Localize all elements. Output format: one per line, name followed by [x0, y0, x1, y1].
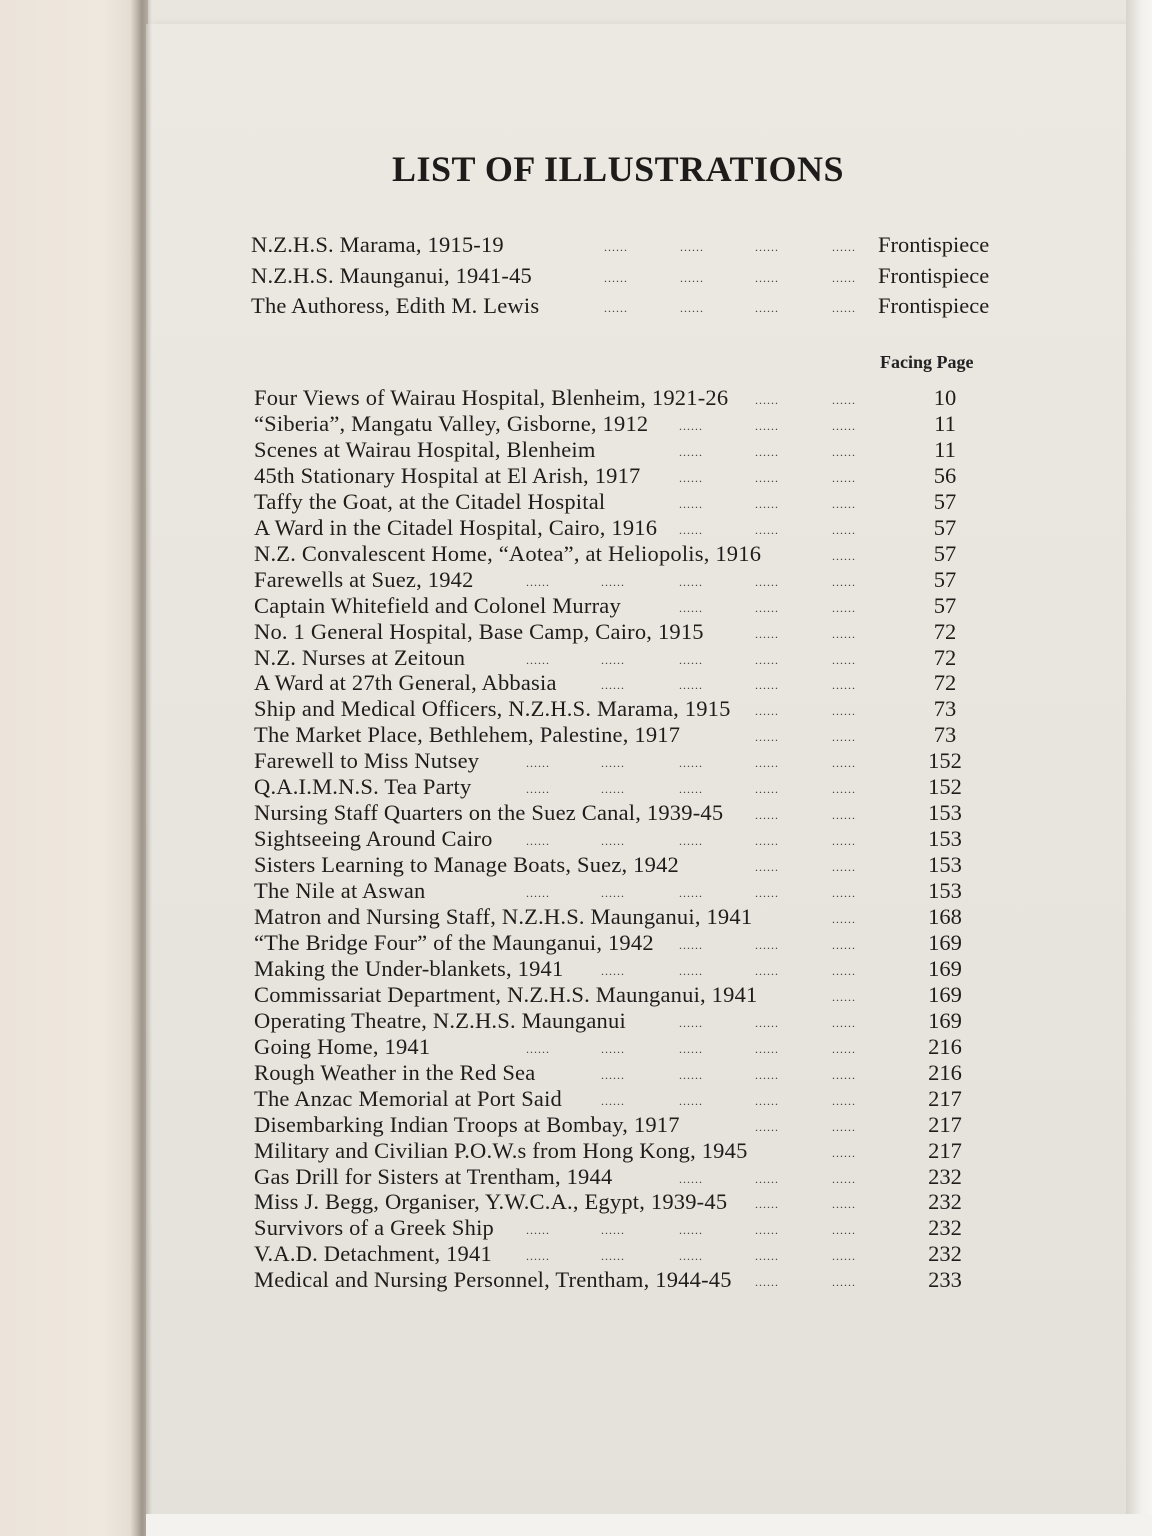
- leader-dots: ......: [832, 419, 856, 433]
- leader-dots: ......: [832, 808, 856, 822]
- leader-dots: ......: [604, 240, 628, 254]
- entry-page: 153: [928, 852, 962, 877]
- leader-dots: ......: [832, 860, 856, 874]
- leader-dots: ......: [604, 301, 628, 315]
- entry-page: 153: [928, 800, 962, 825]
- leader-dots: ......: [832, 523, 856, 537]
- leader-dots: ......: [601, 678, 625, 692]
- leader-dots: ......: [832, 964, 856, 978]
- leader-dots: ......: [832, 601, 856, 615]
- leader-dots: ......: [679, 1042, 703, 1056]
- illustration-entry: [0, 982, 1152, 1008]
- entry-page: 233: [928, 1267, 962, 1292]
- leader-dots: ......: [832, 549, 856, 563]
- entry-page: 57: [933, 593, 957, 618]
- entry-page: 216: [928, 1060, 962, 1085]
- leader-dots: ......: [832, 1172, 856, 1186]
- illustration-entry: [0, 696, 1152, 722]
- leader-dots: ......: [755, 678, 779, 692]
- leader-dots: ......: [755, 471, 779, 485]
- frontispiece-entry: [0, 293, 1152, 319]
- leader-dots: ......: [679, 834, 703, 848]
- illustration-entry: [0, 593, 1152, 619]
- entry-page: 169: [928, 930, 962, 955]
- leader-dots: ......: [832, 1016, 856, 1030]
- illustration-entry: [0, 904, 1152, 930]
- leader-dots: ......: [832, 678, 856, 692]
- entry-title: Operating Theatre, N.Z.H.S. Maunganui: [254, 1008, 626, 1033]
- leader-dots: ......: [755, 1016, 779, 1030]
- leader-dots: ......: [680, 271, 704, 285]
- leader-dots: ......: [832, 1223, 856, 1237]
- leader-dots: ......: [832, 886, 856, 900]
- leader-dots: ......: [755, 834, 779, 848]
- leader-dots: ......: [601, 653, 625, 667]
- entry-title: V.A.D. Detachment, 1941: [254, 1241, 492, 1266]
- leader-dots: ......: [755, 730, 779, 744]
- entry-title: “The Bridge Four” of the Maunganui, 1942: [254, 930, 654, 955]
- frontispiece-entry: [0, 232, 1152, 258]
- leader-dots: ......: [755, 523, 779, 537]
- facing-page-header: Facing Page: [880, 352, 974, 372]
- illustration-entry: [0, 800, 1152, 826]
- entry-page: 169: [928, 982, 962, 1007]
- leader-dots: ......: [832, 730, 856, 744]
- leader-dots: ......: [832, 782, 856, 796]
- illustration-entry: [0, 878, 1152, 904]
- entry-page: 169: [928, 1008, 962, 1033]
- leader-dots: ......: [832, 1120, 856, 1134]
- leader-dots: ......: [832, 575, 856, 589]
- illustration-entry: [0, 645, 1152, 671]
- leader-dots: ......: [679, 497, 703, 511]
- entry-title: Nursing Staff Quarters on the Suez Canal, 1939-45: [254, 800, 724, 825]
- leader-dots: ......: [526, 886, 550, 900]
- entry-title: Q.A.I.M.N.S. Tea Party: [254, 774, 472, 799]
- illustration-entry: [0, 437, 1152, 463]
- leader-dots: ......: [526, 1042, 550, 1056]
- leader-dots: ......: [832, 240, 856, 254]
- leader-dots: ......: [755, 964, 779, 978]
- leader-dots: ......: [679, 1068, 703, 1082]
- leader-dots: ......: [832, 271, 856, 285]
- leader-dots: ......: [755, 601, 779, 615]
- leader-dots: ......: [601, 964, 625, 978]
- entry-title: Survivors of a Greek Ship: [254, 1215, 494, 1240]
- entry-title: Medical and Nursing Personnel, Trentham, 1944-45: [254, 1267, 732, 1292]
- leader-dots: ......: [601, 756, 625, 770]
- entry-title: Captain Whitefield and Colonel Murray: [254, 593, 621, 618]
- illustration-entry: [0, 489, 1152, 515]
- illustration-entry: [0, 826, 1152, 852]
- entry-title: “Siberia”, Mangatu Valley, Gisborne, 1912: [254, 411, 649, 436]
- entry-title: A Ward in the Citadel Hospital, Cairo, 1916: [254, 515, 658, 540]
- leader-dots: ......: [679, 782, 703, 796]
- leader-dots: ......: [832, 1197, 856, 1211]
- entry-title: Farewell to Miss Nutsey: [254, 748, 480, 773]
- illustration-entry: [0, 956, 1152, 982]
- entry-title: The Authoress, Edith M. Lewis: [251, 293, 540, 318]
- entry-title: Going Home, 1941: [254, 1034, 431, 1059]
- frontispiece-entry: [0, 263, 1152, 289]
- leader-dots: ......: [679, 575, 703, 589]
- leader-dots: ......: [601, 1094, 625, 1108]
- leader-dots: ......: [601, 1068, 625, 1082]
- leader-dots: ......: [755, 1223, 779, 1237]
- leader-dots: ......: [679, 964, 703, 978]
- illustration-entry: [0, 541, 1152, 567]
- leader-dots: ......: [832, 627, 856, 641]
- entry-page: 10: [933, 385, 957, 410]
- leader-dots: ......: [832, 301, 856, 315]
- illustration-entry: [0, 385, 1152, 411]
- illustration-entry: [0, 1034, 1152, 1060]
- leader-dots: ......: [679, 1016, 703, 1030]
- leader-dots: ......: [755, 1068, 779, 1082]
- leader-dots: ......: [601, 1249, 625, 1263]
- leader-dots: ......: [755, 240, 779, 254]
- leader-dots: ......: [680, 301, 704, 315]
- entry-title: Rough Weather in the Red Sea: [254, 1060, 536, 1085]
- leader-dots: ......: [526, 653, 550, 667]
- leader-dots: ......: [526, 756, 550, 770]
- leader-dots: ......: [755, 627, 779, 641]
- leader-dots: ......: [832, 834, 856, 848]
- illustration-entry: [0, 1164, 1152, 1190]
- entry-page: 232: [928, 1215, 962, 1240]
- leader-dots: ......: [832, 1146, 856, 1160]
- leader-dots: ......: [755, 575, 779, 589]
- leader-dots: ......: [601, 886, 625, 900]
- leader-dots: ......: [755, 1249, 779, 1263]
- entry-title: Commissariat Department, N.Z.H.S. Maunganui, 1941: [254, 982, 758, 1007]
- entry-page: 73: [933, 722, 957, 747]
- leader-dots: ......: [832, 990, 856, 1004]
- illustration-entry: [0, 748, 1152, 774]
- illustration-entry: [0, 1267, 1152, 1293]
- leader-dots: ......: [601, 782, 625, 796]
- entry-title: A Ward at 27th General, Abbasia: [254, 670, 557, 695]
- entry-title: Scenes at Wairau Hospital, Blenheim: [254, 437, 596, 462]
- entry-page: 152: [928, 748, 962, 773]
- entry-page: Frontispiece: [878, 232, 990, 257]
- entry-page: 216: [928, 1034, 962, 1059]
- leader-dots: ......: [755, 860, 779, 874]
- entry-page: 72: [933, 619, 957, 644]
- leader-dots: ......: [680, 240, 704, 254]
- leader-dots: ......: [832, 1042, 856, 1056]
- leader-dots: ......: [679, 1249, 703, 1263]
- leader-dots: ......: [755, 445, 779, 459]
- entry-title: The Nile at Aswan: [254, 878, 426, 903]
- illustration-entry: [0, 670, 1152, 696]
- leader-dots: ......: [755, 1120, 779, 1134]
- leader-dots: ......: [832, 393, 856, 407]
- illustration-entry: [0, 1215, 1152, 1241]
- illustration-entry: [0, 619, 1152, 645]
- bottom-page-edge: [146, 1514, 1152, 1536]
- entry-page: 57: [933, 567, 957, 592]
- entry-page: 152: [928, 774, 962, 799]
- leader-dots: ......: [679, 523, 703, 537]
- entry-title: Disembarking Indian Troops at Bombay, 1917: [254, 1112, 680, 1137]
- leader-dots: ......: [755, 704, 779, 718]
- leader-dots: ......: [679, 938, 703, 952]
- leader-dots: ......: [832, 756, 856, 770]
- entry-page: Frontispiece: [878, 293, 990, 318]
- entry-title: Sightseeing Around Cairo: [254, 826, 493, 851]
- leader-dots: ......: [832, 1249, 856, 1263]
- leader-dots: ......: [832, 1068, 856, 1082]
- leader-dots: ......: [526, 575, 550, 589]
- entry-page: 57: [933, 515, 957, 540]
- entry-title: Ship and Medical Officers, N.Z.H.S. Marama, 1915: [254, 696, 731, 721]
- entry-title: N.Z.H.S. Marama, 1915-19: [251, 232, 504, 257]
- entry-page: 168: [928, 904, 962, 929]
- entry-page: 217: [928, 1086, 962, 1111]
- entry-title: N.Z. Nurses at Zeitoun: [254, 645, 466, 670]
- leader-dots: ......: [679, 756, 703, 770]
- illustration-entry: [0, 1086, 1152, 1112]
- leader-dots: ......: [679, 653, 703, 667]
- leader-dots: ......: [832, 704, 856, 718]
- leader-dots: ......: [832, 653, 856, 667]
- illustration-entry: [0, 852, 1152, 878]
- illustration-entry: [0, 1241, 1152, 1267]
- entry-title: Military and Civilian P.O.W.s from Hong Kong, 1945: [254, 1138, 748, 1163]
- entry-page: 232: [928, 1189, 962, 1214]
- entry-title: Taffy the Goat, at the Citadel Hospital: [254, 489, 606, 514]
- entry-page: 232: [928, 1241, 962, 1266]
- leader-dots: ......: [755, 1172, 779, 1186]
- entry-title: No. 1 General Hospital, Base Camp, Cairo, 1915: [254, 619, 704, 644]
- leader-dots: ......: [526, 1249, 550, 1263]
- leader-dots: ......: [832, 1094, 856, 1108]
- leader-dots: ......: [755, 393, 779, 407]
- leader-dots: ......: [832, 471, 856, 485]
- entry-page: 72: [933, 670, 957, 695]
- leader-dots: ......: [755, 653, 779, 667]
- entry-title: Matron and Nursing Staff, N.Z.H.S. Maunganui, 1941: [254, 904, 753, 929]
- entry-title: Making the Under-blankets, 1941: [254, 956, 564, 981]
- entry-title: N.Z. Convalescent Home, “Aotea”, at Heliopolis, 1916: [254, 541, 762, 566]
- leader-dots: ......: [755, 271, 779, 285]
- leader-dots: ......: [679, 601, 703, 615]
- illustration-entry: [0, 411, 1152, 437]
- leader-dots: ......: [679, 1094, 703, 1108]
- page-title: LIST OF ILLUSTRATIONS: [392, 149, 844, 189]
- entry-page: 57: [933, 489, 957, 514]
- entry-title: Gas Drill for Sisters at Trentham, 1944: [254, 1164, 613, 1189]
- leader-dots: ......: [755, 782, 779, 796]
- leader-dots: ......: [832, 1275, 856, 1289]
- leader-dots: ......: [832, 497, 856, 511]
- leader-dots: ......: [601, 1042, 625, 1056]
- leader-dots: ......: [679, 886, 703, 900]
- illustration-entry: [0, 1138, 1152, 1164]
- leader-dots: ......: [755, 497, 779, 511]
- leader-dots: ......: [679, 471, 703, 485]
- leader-dots: ......: [755, 1275, 779, 1289]
- entry-title: The Anzac Memorial at Port Said: [254, 1086, 562, 1111]
- illustration-entry: [0, 1112, 1152, 1138]
- leader-dots: ......: [755, 301, 779, 315]
- leader-dots: ......: [601, 1223, 625, 1237]
- leader-dots: ......: [755, 1042, 779, 1056]
- leader-dots: ......: [679, 1223, 703, 1237]
- leader-dots: ......: [832, 445, 856, 459]
- illustration-entry: [0, 567, 1152, 593]
- entry-page: 72: [933, 645, 957, 670]
- entry-page: 217: [928, 1138, 962, 1163]
- leader-dots: ......: [679, 445, 703, 459]
- entry-page: 11: [934, 411, 956, 436]
- leader-dots: ......: [526, 834, 550, 848]
- entry-page: 56: [933, 463, 957, 488]
- entry-title: Farewells at Suez, 1942: [254, 567, 474, 592]
- illustration-entry: [0, 1189, 1152, 1215]
- entry-title: N.Z.H.S. Maunganui, 1941-45: [251, 263, 533, 288]
- entry-title: 45th Stationary Hospital at El Arish, 1917: [254, 463, 641, 488]
- leader-dots: ......: [679, 1172, 703, 1186]
- illustration-entry: [0, 515, 1152, 541]
- illustration-entry: [0, 463, 1152, 489]
- entry-page: Frontispiece: [878, 263, 990, 288]
- entry-page: 57: [933, 541, 957, 566]
- leader-dots: ......: [755, 886, 779, 900]
- entry-title: Miss J. Begg, Organiser, Y.W.C.A., Egypt, 1939-45: [254, 1189, 728, 1214]
- leader-dots: ......: [679, 419, 703, 433]
- leader-dots: ......: [755, 1197, 779, 1211]
- leader-dots: ......: [526, 1223, 550, 1237]
- leader-dots: ......: [832, 912, 856, 926]
- illustration-entry: [0, 722, 1152, 748]
- illustration-entry: [0, 1060, 1152, 1086]
- leader-dots: ......: [601, 575, 625, 589]
- entry-page: 217: [928, 1112, 962, 1137]
- leader-dots: ......: [832, 938, 856, 952]
- illustration-entry: [0, 774, 1152, 800]
- leader-dots: ......: [604, 271, 628, 285]
- leader-dots: ......: [755, 756, 779, 770]
- entry-title: Four Views of Wairau Hospital, Blenheim, 1921-26: [254, 385, 729, 410]
- entry-page: 153: [928, 878, 962, 903]
- entry-title: The Market Place, Bethlehem, Palestine, 1917: [254, 722, 681, 747]
- illustration-entry: [0, 1008, 1152, 1034]
- entry-page: 11: [934, 437, 956, 462]
- leader-dots: ......: [755, 808, 779, 822]
- leader-dots: ......: [526, 782, 550, 796]
- entry-page: 153: [928, 826, 962, 851]
- entry-page: 232: [928, 1164, 962, 1189]
- leader-dots: ......: [601, 834, 625, 848]
- entry-page: 169: [928, 956, 962, 981]
- leader-dots: ......: [755, 938, 779, 952]
- entry-page: 73: [933, 696, 957, 721]
- entry-title: Sisters Learning to Manage Boats, Suez, 1942: [254, 852, 679, 877]
- leader-dots: ......: [755, 1094, 779, 1108]
- leader-dots: ......: [679, 678, 703, 692]
- illustration-entry: [0, 930, 1152, 956]
- leader-dots: ......: [755, 419, 779, 433]
